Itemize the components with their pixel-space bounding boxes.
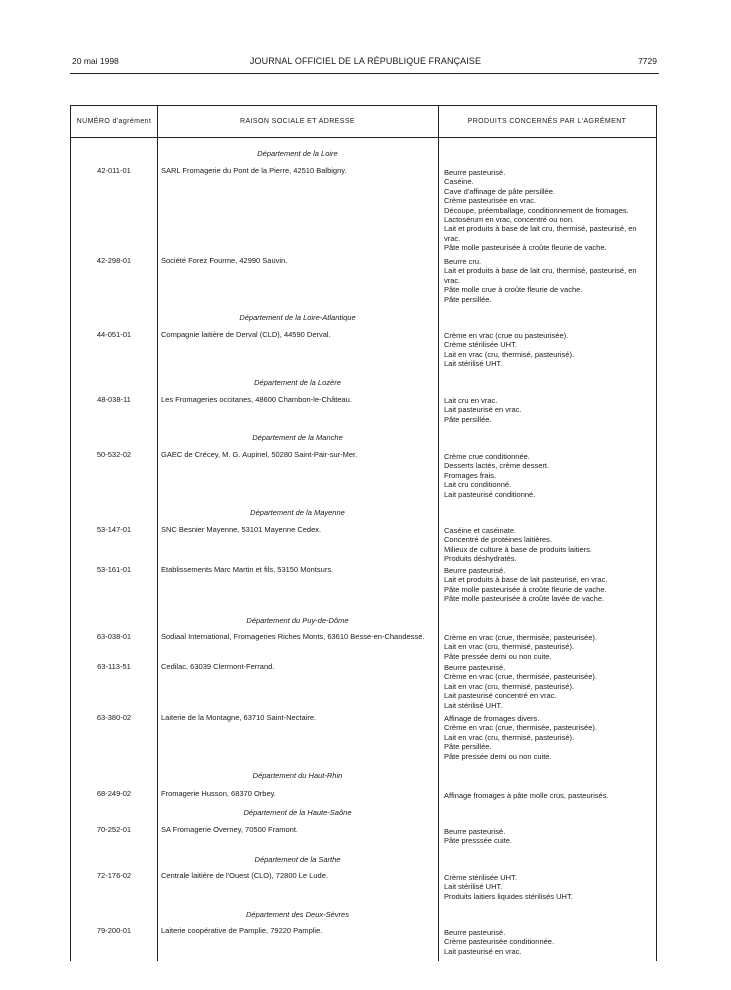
product-item: Crème stérilisée UHT. — [444, 340, 517, 350]
company-address: Compagnie laitière de Derval (CLD), 44590 Derval. — [161, 330, 331, 339]
column-header-numero: NUMÉRO d'agrément — [76, 118, 152, 125]
product-item: Lait pasteurisé en vrac. — [444, 946, 522, 956]
department-heading: Département de la Manche — [252, 433, 343, 442]
product-item: Lait pasteurisé concentré en vrac. — [444, 691, 557, 701]
header-rule — [70, 73, 659, 74]
product-item: Pâte persillée. — [444, 294, 492, 304]
agrement-number: 79-200-01 — [96, 926, 132, 935]
agrement-number: 48-038-11 — [97, 395, 131, 404]
product-item: Crème en vrac (crue ou pasteurisée). — [444, 331, 569, 340]
product-list — [444, 257, 654, 304]
company-address: Etablissements Marc Martin et fils, 53150 Montsurs. — [161, 565, 334, 574]
product-item: Lactosérum en vrac, concentré ou non. — [444, 215, 575, 225]
product-item: Lait en vrac (cru, thermisé, pasteurisé). — [444, 732, 575, 742]
product-list — [444, 633, 654, 661]
product-item: Produits laitiers liquides stérilisés UHT. — [444, 891, 573, 901]
agrement-number: 42-011-01 — [97, 166, 131, 175]
product-item: Lait pasteurisé en vrac. — [444, 405, 522, 415]
department-heading: Département du Haut-Rhin — [252, 771, 343, 780]
product-item: Crème en vrac (crue, thermisée, pasteurisée). — [444, 723, 597, 733]
product-item: Pâte pressée demi ou non cuite. — [444, 651, 552, 661]
product-item: Concentré de protéines laitières. — [444, 535, 552, 545]
product-item: Lait et produits à base de lait pasteurisé, en vrac. — [444, 575, 608, 585]
product-item: Crème pasteurisée en vrac. — [444, 196, 537, 206]
product-item: Crème en vrac (crue, thermisée, pasteurisée). — [444, 672, 597, 682]
company-address: Fromagerie Husson, 68370 Orbey. — [161, 789, 276, 798]
company-address: GAEC de Crécey, M. G. Aupinel, 50280 Saint-Pair-sur-Mer. — [161, 450, 358, 459]
company-address: SNC Besnier Mayenne, 53101 Mayenne Cedex. — [161, 525, 322, 534]
product-list — [444, 566, 654, 604]
product-item: Fromages frais. — [444, 470, 497, 480]
agrement-number: 53-161-01 — [96, 565, 132, 574]
product-list — [444, 791, 654, 800]
product-item: Beurre pasteurisé. — [444, 168, 506, 177]
company-address: Sodiaal International, Fromageries Riches Monts, 63610 Besse-en-Chandesse. — [161, 632, 425, 641]
agrement-number: 68-249-02 — [96, 789, 132, 798]
product-item: Beurre pasteurisé. — [444, 928, 506, 937]
company-address: Société Forez Fourme, 42990 Sauvin. — [161, 256, 288, 265]
product-item: Découpe, préemballage, conditionnement de fromages. — [444, 205, 629, 215]
department-heading: Département du Puy-de-Dôme — [246, 616, 349, 625]
department-heading: Département de la Mayenne — [250, 508, 345, 517]
product-item: Lait cru conditionné. — [444, 480, 512, 490]
agrement-table — [70, 105, 657, 961]
department-heading: Département de la Loire — [257, 149, 338, 158]
department-heading: Département de la Sarthe — [254, 855, 341, 864]
department-heading: Département de la Loire-Atlantique — [239, 313, 356, 322]
product-list — [444, 396, 654, 424]
agrement-number: 44-051-01 — [96, 330, 132, 339]
agrement-number: 42-298-01 — [96, 256, 132, 265]
product-list — [444, 873, 654, 901]
agrement-number: 70-252-01 — [96, 825, 132, 834]
product-item: Pâte molle crue à croûte fleurie de vache. — [444, 285, 583, 295]
header-divider — [71, 137, 656, 138]
company-address: Centrale laitière de l'Ouest (CLO), 72800 Le Lude. — [161, 871, 328, 880]
product-item: Beurre pasteurisé. — [444, 663, 506, 672]
product-item: Lait et produits à base de lait cru, thermisé, pasteurisé, en vrac. — [444, 224, 637, 243]
department-heading: Département de la Haute-Saône — [243, 808, 352, 817]
department-heading: Département de la Lozère — [254, 378, 341, 387]
column-header-raison-sociale: RAISON SOCIALE ET ADRESSE — [240, 118, 355, 125]
product-item: Lait et produits à base de lait cru, thermisé, pasteurisé, en vrac. — [444, 266, 637, 285]
page-number: 7729 — [638, 56, 657, 66]
product-item: Milieux de culture à base de produits laitiers. — [444, 544, 592, 554]
product-item: Desserts lactés, crème dessert. — [444, 461, 550, 471]
product-list — [444, 452, 654, 499]
column-divider — [157, 106, 158, 961]
product-list — [444, 714, 654, 761]
product-item: Lait pasteurisé conditionné. — [444, 489, 536, 499]
company-address: Laiterie coopérative de Pamplie, 79220 Pamplie. — [161, 926, 323, 935]
product-item: Beurre pasteurisé. — [444, 827, 506, 836]
agrement-number: 72-176-02 — [96, 871, 132, 880]
product-item: Lait en vrac (cru, thermisé, pasteurisé). — [444, 642, 575, 652]
company-address: Cedilac, 63039 Clermont-Ferrand. — [161, 662, 275, 671]
product-item: Lait stérilisé UHT. — [444, 882, 503, 892]
department-heading: Département des Deux-Sèvres — [246, 910, 349, 919]
product-list — [444, 928, 654, 956]
product-item: Beurre cru. — [444, 257, 482, 266]
agrement-number: 63-380-02 — [96, 713, 132, 722]
company-address: Les Fromageries occitanes, 48600 Chambon-le-Château. — [161, 395, 352, 404]
header-date: 20 mai 1998 — [72, 56, 119, 66]
product-item: Pâte molle pasteurisée à croûte fleurie de vache. — [444, 584, 607, 594]
product-item: Pâte persillée. — [444, 414, 492, 424]
product-item: Crème pasteurisée conditionnée. — [444, 937, 555, 947]
product-item: Lait cru en vrac. — [444, 396, 498, 405]
column-divider — [438, 106, 439, 961]
product-item: Affinage de fromages divers. — [444, 714, 540, 723]
header-title: JOURNAL OFFICIEL DE LA RÉPUBLIQUE FRANÇAISE — [249, 56, 482, 66]
product-item: Crème crue conditionnée. — [444, 452, 530, 461]
company-address: SARL Fromagerie du Pont de la Pierre, 42510 Balbigny. — [161, 166, 347, 175]
product-list — [444, 526, 654, 564]
company-address: Laiterie de la Montagne, 63710 Saint-Nectaire. — [161, 713, 317, 722]
product-item: Crème stérilisée UHT. — [444, 873, 517, 882]
product-item: Lait stérilisé UHT. — [444, 359, 503, 369]
product-item: Produits déshydratés. — [444, 554, 517, 564]
agrement-number: 63-038-01 — [96, 632, 132, 641]
product-list — [444, 168, 654, 253]
product-list — [444, 331, 654, 369]
product-item: Pâte pressée demi ou non cuite. — [444, 751, 552, 761]
product-item: Cave d'affinage de pâte persillée. — [444, 186, 555, 196]
product-item: Caséine et caséinate. — [444, 526, 517, 535]
product-list — [444, 663, 654, 710]
product-item: Affinage fromages à pâte molle crus, pasteurisés. — [444, 791, 609, 800]
product-item: Lait en vrac (cru, thermisé, pasteurisé). — [444, 681, 575, 691]
product-item: Pâte persillée. — [444, 742, 492, 752]
column-header-produits: PRODUITS CONCERNÉS PAR L'AGRÉMENT — [467, 118, 627, 125]
product-item: Pâte molle pasteurisée à croûte fleurie de vache. — [444, 243, 607, 253]
product-item: Crème en vrac (crue, thermisée, pasteurisée). — [444, 633, 597, 642]
agrement-number: 53-147-01 — [96, 525, 132, 534]
product-item: Beurre pasteurisé. — [444, 566, 506, 575]
agrement-number: 63-113-51 — [97, 662, 131, 671]
product-item: Pâte presssée cuite. — [444, 836, 512, 846]
company-address: SA Fromagerie Overney, 70500 Framont. — [161, 825, 299, 834]
product-item: Pâte molle pasteurisée à croûte lavée de vache. — [444, 594, 605, 604]
product-list — [444, 827, 654, 846]
product-item: Caséine. — [444, 177, 474, 187]
product-item: Lait en vrac (cru, thermisé, pasteurisé). — [444, 349, 575, 359]
agrement-number: 50-532-02 — [96, 450, 132, 459]
product-item: Lait stérilisé UHT. — [444, 700, 503, 710]
